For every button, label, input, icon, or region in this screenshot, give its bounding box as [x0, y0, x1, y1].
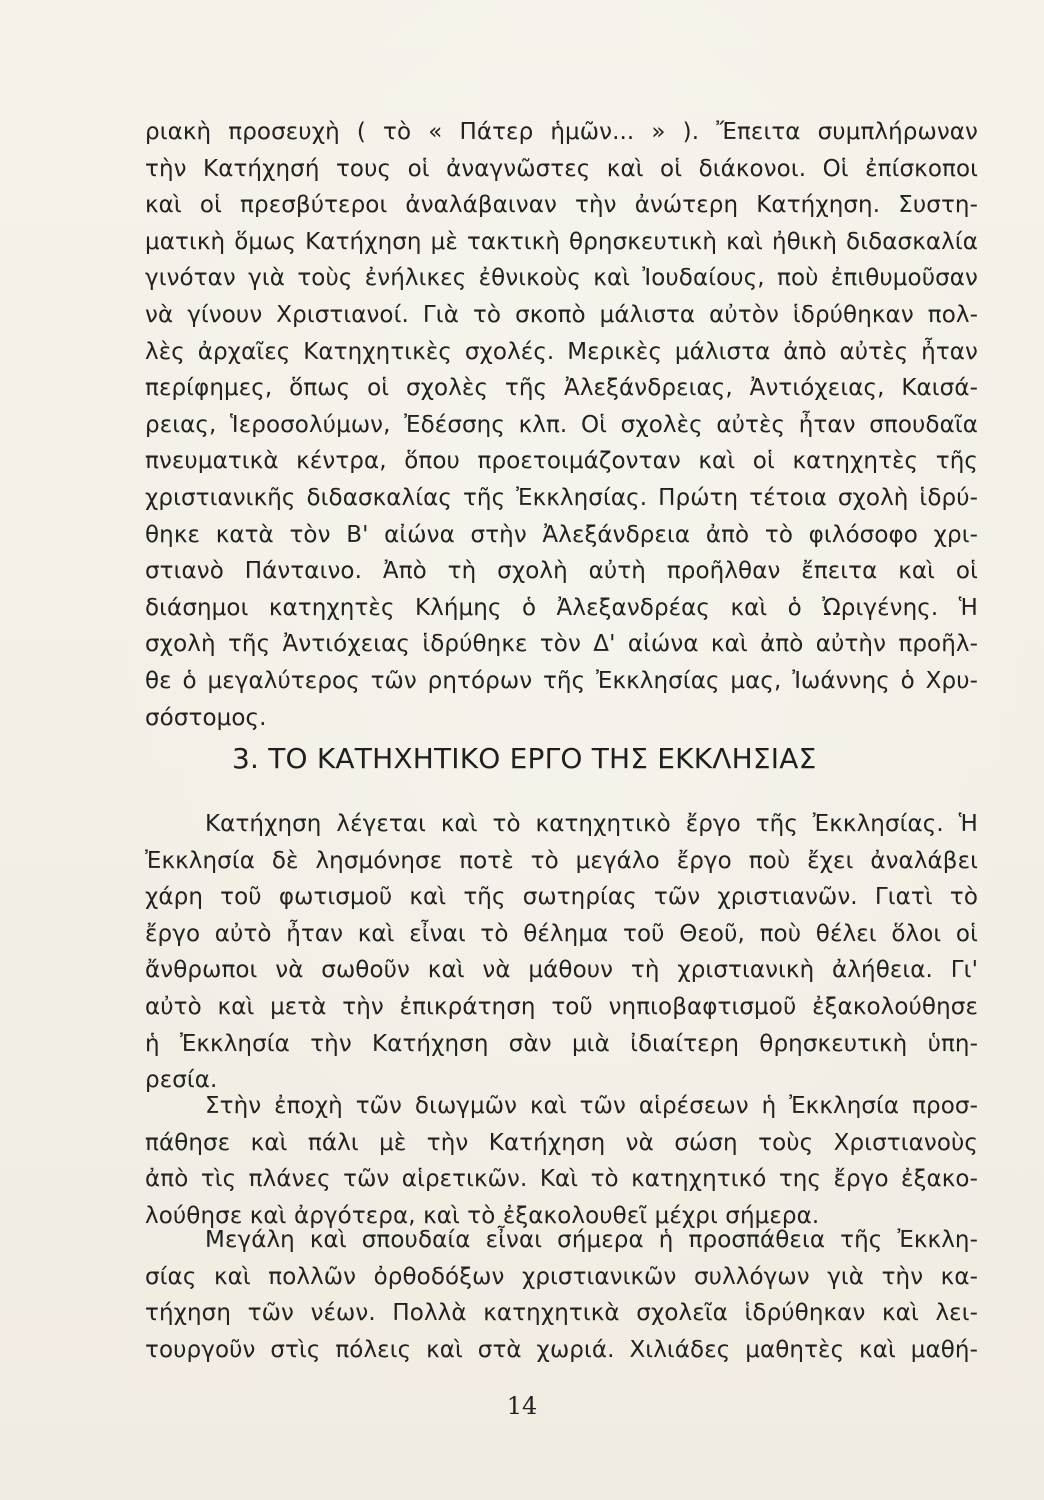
text-line: πάθησε καὶ πάλι μὲ τὴν Κατήχηση νὰ σώση τοὺς Χριστιανοὺς [145, 1129, 978, 1156]
text-line: Στὴν ἐποχὴ τῶν διωγμῶν καὶ τῶν αἱρέσεων ἡ Ἐκκλησία προσ- [205, 1093, 978, 1119]
text-line: λούθησε καὶ ἀργότερα, καὶ τὸ ἐξακολουθεῖ μέχρι σήμερα. [145, 1202, 820, 1229]
text-line: χριστιανικῆς διδασκαλίας τῆς Ἐκκλησίας. Πρώτη τέτοια σχολὴ ἱδρύ- [145, 484, 978, 511]
text-line: τήχηση τῶν νέων. Πολλὰ κατηχητικὰ σχολεῖα ἱδρύθηκαν καὶ λει- [145, 1300, 978, 1327]
text-line: ἄνθρωποι νὰ σωθοῦν καὶ νὰ μάθουν τὴ χριστιανικὴ ἀλήθεια. Γι' [145, 957, 978, 984]
text-line: πνευματικὰ κέντρα, ὅπου προετοιμάζονταν καὶ οἱ κατηχητὲς τῆς [145, 448, 978, 475]
text-line: τουργοῦν στὶς πόλεις καὶ στὰ χωριά. Χιλιάδες μαθητὲς καὶ μαθή- [145, 1336, 978, 1363]
text-line: ματικὴ ὅμως Κατήχηση μὲ τακτικὴ θρησκευτικὴ καὶ ἠθικὴ διδασκαλία [145, 228, 978, 255]
paragraph-early-catechesis [145, 114, 978, 736]
text-line: ρεσία. [145, 1067, 218, 1094]
text-line: Κατήχηση λέγεται καὶ τὸ κατηχητικὸ ἔργο τῆς Ἐκκλησίας. Ἡ [205, 811, 978, 837]
text-line: καὶ οἱ πρεσβύτεροι ἀναλάβαιναν τὴν ἀνώτερη Κατήχηση. Συστη- [145, 192, 978, 219]
text-line: διάσημοι κατηχητὲς Κλήμης ὁ Ἀλεξανδρέας καὶ ὁ Ὠριγένης. Ἡ [145, 594, 978, 621]
text-line: Μεγάλη καὶ σπουδαία εἶναι σήμερα ἡ προσπάθεια τῆς Ἐκκλη- [205, 1227, 978, 1253]
text-line: θε ὁ μεγαλύτερος τῶν ρητόρων τῆς Ἐκκλησίας μας, Ἰωάννης ὁ Χρυ- [145, 667, 978, 694]
section-heading: 3. ΤΟ ΚΑΤΗΧΗΤΙΚΟ ΕΡΓΟ ΤΗΣ ΕΚΚΛΗΣΙΑΣ [232, 742, 817, 775]
text-line: Ἐκκλησία δὲ λησμόνησε ποτὲ τὸ μεγάλο ἔργο ποὺ ἔχει ἀναλάβει [145, 847, 978, 874]
page-number: 14 [506, 1392, 538, 1420]
text-line: στιανὸ Πάνταινο. Ἀπὸ τὴ σχολὴ αὐτὴ προῆλθαν ἔπειτα καὶ οἱ [145, 558, 978, 585]
text-line: γινόταν γιὰ τοὺς ἐνήλικες ἐθνικοὺς καὶ Ἰουδαίους, ποὺ ἐπιθυμοῦσαν [145, 265, 978, 292]
text-line: σόστομος. [145, 704, 267, 731]
text-line: τὴν Κατήχησή τους οἱ ἀναγνῶστες καὶ οἱ διάκονοι. Οἱ ἐπίσκοποι [145, 155, 978, 182]
text-line: ἀπὸ τὶς πλάνες τῶν αἱρετικῶν. Καὶ τὸ κατηχητικό της ἔργο ἐξακο- [145, 1166, 978, 1193]
paragraph-persecutions [145, 1088, 978, 1234]
text-line: περίφημες, ὅπως οἱ σχολὲς τῆς Ἀλεξάνδρειας, Ἀντιόχειας, Καισά- [145, 375, 978, 402]
text-line: σίας καὶ πολλῶν ὀρθοδόξων χριστιανικῶν συλλόγων γιὰ τὴν κα- [145, 1263, 978, 1290]
paragraph-today [145, 1222, 978, 1368]
text-line: ρειας, Ἱεροσολύμων, Ἐδέσσης κλπ. Οἱ σχολὲς αὐτὲς ἦταν σπουδαῖα [145, 411, 978, 438]
text-line: χάρη τοῦ φωτισμοῦ καὶ τῆς σωτηρίας τῶν χριστιανῶν. Γιατὶ τὸ [145, 884, 978, 911]
text-line: λὲς ἀρχαῖες Κατηχητικὲς σχολές. Μερικὲς μάλιστα ἀπὸ αὐτὲς ἦταν [145, 338, 978, 365]
text-line: ἡ Ἐκκλησία τὴν Κατήχηση σὰν μιὰ ἰδιαίτερη θρησκευτικὴ ὑπη- [145, 1030, 978, 1057]
text-line: ἔργο αὐτὸ ἦταν καὶ εἶναι τὸ θέλημα τοῦ Θεοῦ, ποὺ θέλει ὅλοι οἱ [145, 920, 978, 947]
text-line: νὰ γίνουν Χριστιανοί. Γιὰ τὸ σκοπὸ μάλιστα αὐτὸν ἱδρύθηκαν πολ- [145, 301, 978, 328]
text-line: ριακὴ προσευχὴ ( τὸ « Πάτερ ἡμῶν... » ). Ἔπειτα συμπλήρωναν [145, 119, 978, 145]
text-line: αὐτὸ καὶ μετὰ τὴν ἐπικράτηση τοῦ νηπιοβαφτισμοῦ ἐξακολούθησε [145, 993, 978, 1020]
text-line: σχολὴ τῆς Ἀντιόχειας ἱδρύθηκε τὸν Δ' αἰώνα καὶ ἀπὸ αὐτὴν προῆλ- [145, 631, 978, 658]
paragraph-catechetical-work [145, 806, 978, 1099]
text-line: θηκε κατὰ τὸν Β' αἰώνα στὴν Ἀλεξάνδρεια ἀπὸ τὸ φιλόσοφο χρι- [145, 521, 978, 548]
